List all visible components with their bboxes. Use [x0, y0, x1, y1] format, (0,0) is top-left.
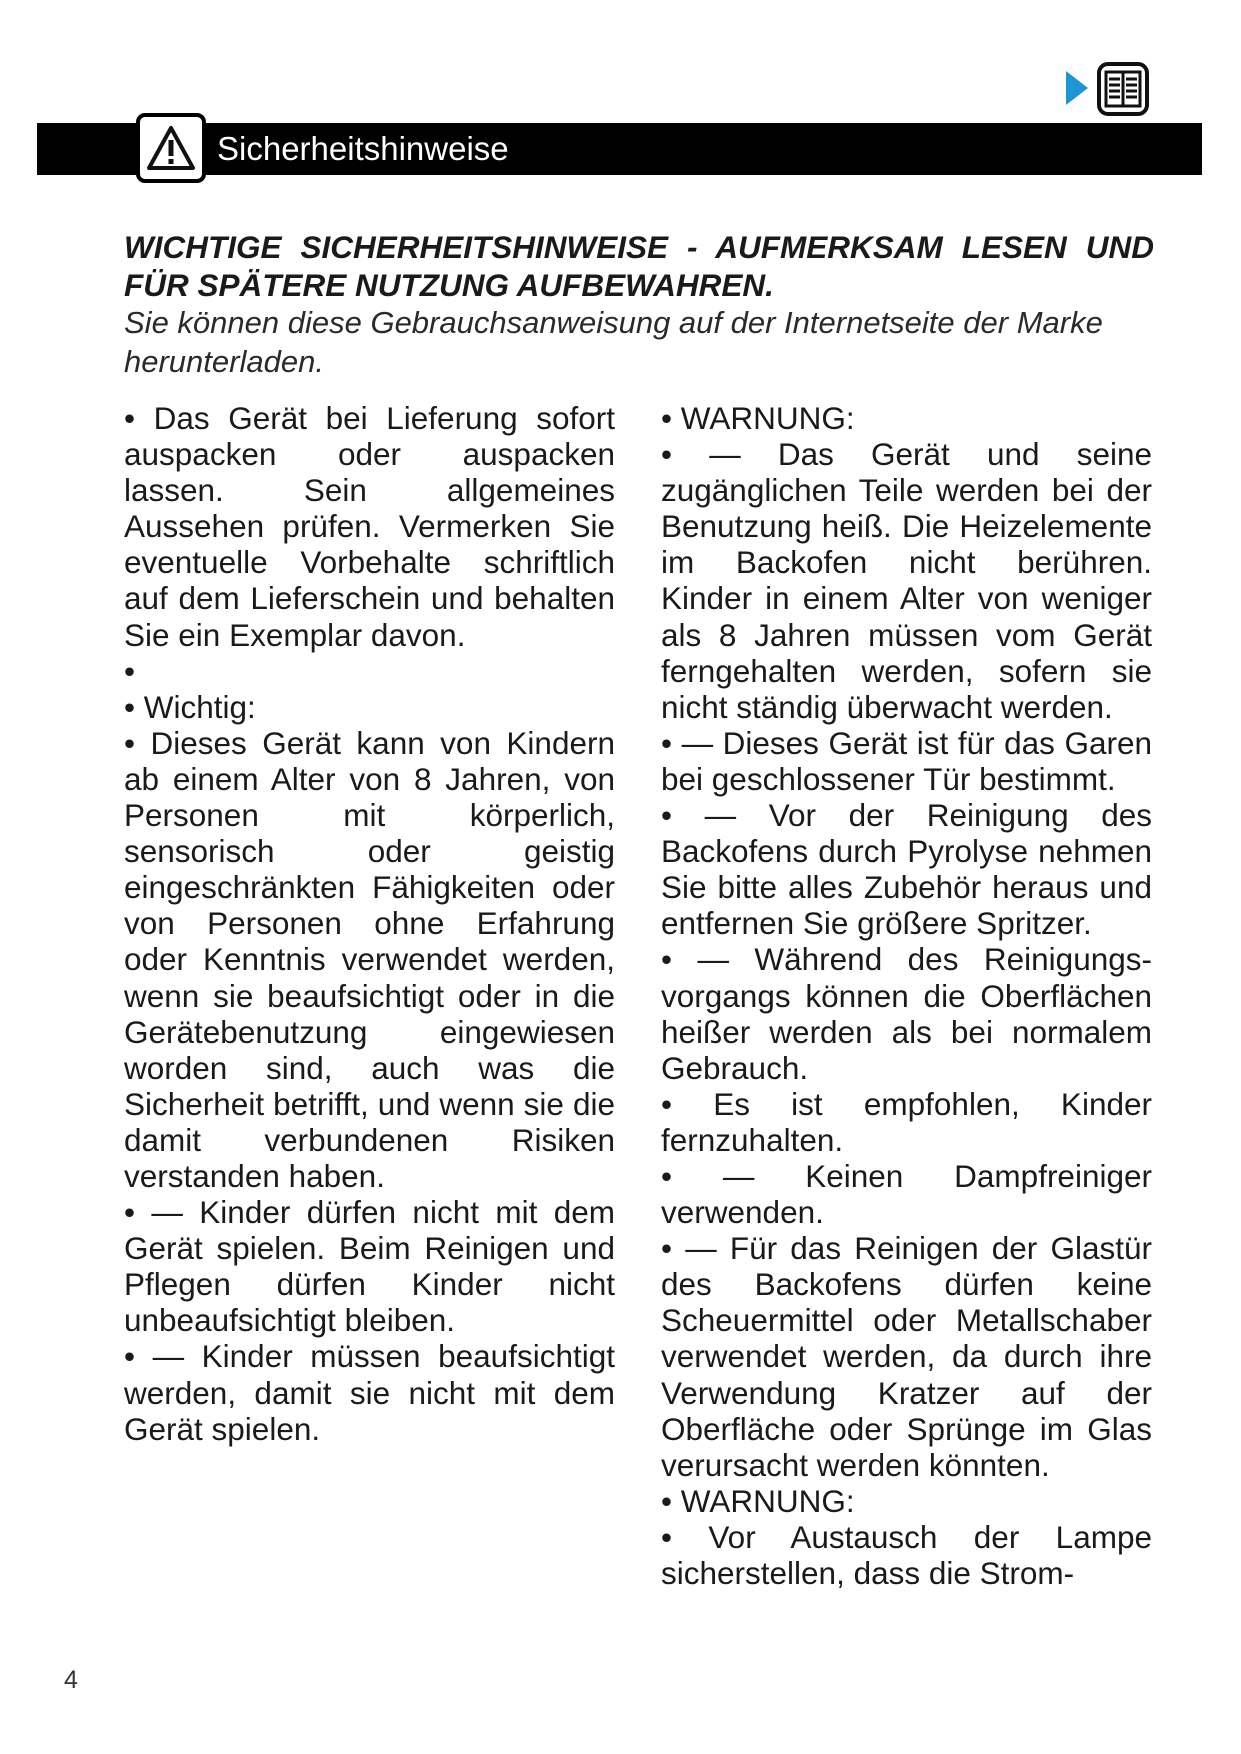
next-page-arrow-icon[interactable] — [1066, 71, 1088, 105]
list-item: • Dieses Gerät kann von Kindern ab einem Alter von 8 Jahren, von Personen mit körperlich, sensorisch oder geistig eingeschränkten Fähigkeiten oder von Personen ohne Erfahrung oder Kenntnis verwendet werden, wenn sie beaufsichtigt oder in die Gerätebenutzung eingewiesen worden sind, auch was die Sicherheit betrifft, und wenn sie die damit verbundenen Risiken verstanden haben. — [124, 724, 615, 1194]
list-item: • WARNUNG: — [661, 400, 855, 436]
intro-block — [124, 228, 1154, 381]
list-item: • — Keinen Dampfreiniger verwenden. — [661, 1157, 1152, 1231]
download-note: Sie können diese Gebrauchsanweisung auf der Internetseite der Marke herunterladen. — [124, 305, 1103, 379]
list-item: • — Während des Reinigungs-vorgangs können die Oberflächen heißer werden als bei normalem Gebrauch. — [661, 941, 1152, 1086]
manual-book-icon[interactable] — [1096, 61, 1150, 117]
section-header-bar — [37, 123, 1202, 175]
list-item: • — Kinder müssen beaufsichtigt werden, damit sie nicht mit dem Gerät spielen. — [124, 1338, 615, 1447]
list-item: • WARNUNG: — [661, 1482, 855, 1519]
list-item: • — Kinder dürfen nicht mit dem Gerät spielen. Beim Reinigen und Pflegen dürfen Kinder nicht unbeaufsichtigt bleiben. — [124, 1194, 615, 1339]
section-title: Sicherheitshinweise — [217, 130, 509, 167]
right-column — [661, 400, 1152, 1591]
list-item: • Es ist empfohlen, Kinder fernzuhalten. — [661, 1085, 1152, 1158]
list-item: • Vor Austausch der Lampe sicherstellen, dass die Strom- — [661, 1518, 1152, 1591]
page-number: 4 — [64, 1666, 78, 1694]
list-item: • — [124, 652, 136, 689]
warning-triangle-icon — [136, 113, 206, 183]
list-item: • Wichtig: — [124, 688, 256, 725]
list-item: • — Vor der Reinigung des Backofens durch Pyrolyse nehmen Sie bitte alles Zubehör heraus und entfernen Sie größere Spritzer. — [661, 797, 1152, 942]
list-item: • — Dieses Gerät ist für das Garen bei geschlossener Tür bestimmt. — [661, 724, 1152, 797]
left-column — [124, 400, 615, 1447]
list-item: • — Das Gerät und seine zugänglichen Teile werden bei der Benutzung heiß. Die Heizelemente im Backofen nicht berühren. Kinder in einem Alter von weniger als 8 Jahren müssen vom Gerät ferngehalten werden, sofern sie nicht ständig überwacht werden. — [661, 436, 1152, 725]
important-heading: WICHTIGE SICHERHEITSHINWEISE - AUFMERKSAM LESEN UND FÜR SPÄTERE NUTZUNG AUFBEWAHREN. — [124, 229, 1154, 303]
list-item: • — Für das Reinigen der Glastür des Backofens dürfen keine Scheuermittel oder Metallschaber verwendet werden, da durch ihre Verwendung Kratzer auf der Oberfläche oder Sprünge im Glas verursacht werden könnten. — [661, 1230, 1152, 1483]
list-item: • Das Gerät bei Lieferung sofort auspacken oder auspacken lassen. Sein allgemeines Aussehen prüfen. Vermerken Sie eventuelle Vorbehalte schriftlich auf dem Lieferschein und behalten Sie ein Exemplar davon. — [124, 400, 615, 653]
